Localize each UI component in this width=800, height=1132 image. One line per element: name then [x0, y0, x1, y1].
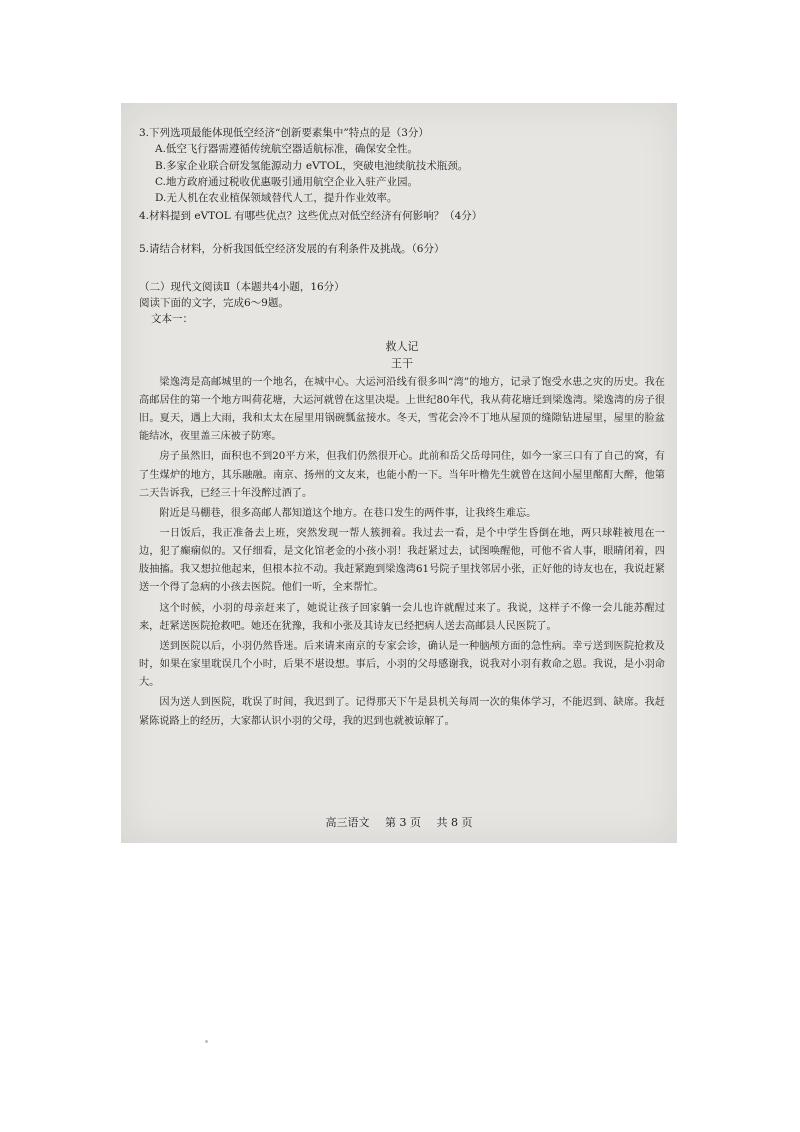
story-paragraph: 附近是马棚巷，很多高邮人都知道这个地方。在巷口发生的两件事，让我终生难忘。	[159, 507, 537, 519]
page-footer	[121, 814, 677, 830]
question-3-stem: 3.下列选项最能体现低空经济“创新要素集中”特点的是（3分）	[139, 127, 429, 139]
story-author: 王干	[391, 356, 413, 370]
footer-total-pages: 共 8 页	[436, 816, 473, 829]
text-one-label: 文本一：	[151, 313, 193, 326]
story-paragraph: 因为送人到医院，耽误了时间，我迟到了。记得那天下午是县机关每周一次的集体学习，不能迟到、缺席。我赶紧陈说路上的经历，大家都认识小羽的父母，我的迟到也就被谅解了。	[139, 697, 665, 727]
section-heading: （二）现代文阅读Ⅱ（本题共4小题，16分）	[139, 280, 345, 293]
story-paragraph: 送到医院以后，小羽仍然昏迷。后来请来南京的专家会诊，确认是一种脑颅方面的急性病。幸亏送到医院抢救及时，如果在家里耽误几个小时，后果不堪设想。事后，小羽的父母感谢我，说我对小羽有救命之恩。我说，是小羽命大。	[139, 640, 665, 689]
question-3-option-a: A.低空飞行器需遵循传统航空器适航标准，确保安全性。	[155, 143, 418, 156]
page-content	[139, 123, 665, 731]
scanned-page	[121, 103, 677, 843]
question-3-option-d: D.无人机在农业植保领域替代人工，提升作业效率。	[155, 192, 398, 205]
question-3-option-c: C.地方政府通过税收优惠吸引通用航空企业入驻产业园。	[155, 175, 418, 188]
footer-page-number: 第 3 页	[385, 816, 421, 829]
question-5: 5.请结合材料，分析我国低空经济发展的有利条件及挑战。（6分）	[139, 242, 445, 255]
question-3-option-b: B.多家企业联合研发氢能源动力 eVTOL，突破电池续航技术瓶颈。	[155, 159, 469, 172]
scan-speck	[205, 1040, 208, 1043]
reading-instruction: 阅读下面的文字，完成6～9题。	[139, 297, 289, 310]
footer-subject: 高三语文	[325, 816, 370, 829]
story-title: 救人记	[385, 339, 419, 353]
question-4: 4.材料提到 eVTOL 有哪些优点？这些优点对低空经济有何影响？（4分）	[139, 210, 483, 223]
story-paragraph: 一日饭后，我正准备去上班，突然发现一帮人簇拥着。我过去一看，是个中学生昏倒在地，两只球鞋被甩在一边，犯了癫痫似的。又仔细看，是文化馆老金的小孩小羽！我赶紧过去，试图唤醒他，可他不省人事，眼睛闭着，四肢抽搐。我又想拉他起来，但根本拉不动。我赶紧跑到梁逸湾61号院子里找邻居小张，正好他的诗友也在，我说赶紧送一个得了急病的小孩去医院。他们一听，全来帮忙。	[139, 528, 665, 594]
story-paragraph: 这个时候，小羽的母亲赶来了，她说让孩子回家躺一会儿也许就醒过来了。我说，这样子不像一会儿能苏醒过来，赶紧送医院抢救吧。她还在犹豫，我和小张及其诗友已经把病人送去高邮县人民医院了。	[139, 602, 665, 632]
story-paragraph: 房子虽然旧，面积也不到20平方米，但我们仍然很开心。此前和岳父岳母同住，如今一家三口有了自己的窝，有了生煤炉的地方，其乐融融。南京、扬州的文友来，也能小酌一下。当年叶橹先生就曾在这间小屋里酩酊大醉，他第二天告诉我，已经三十年没醉过酒了。	[139, 451, 665, 499]
story-paragraph: 梁逸湾是高邮城里的一个地名，在城中心。大运河沿线有很多叫“湾”的地方，记录了饱受水患之灾的历史。我在高邮居住的第一个地方叫荷花塘，大运河就曾在这里决堤。上世纪80年代，我从荷花塘迁到梁逸湾。梁逸湾的房子很旧。夏天，遇上大雨，我和太太在屋里用锅碗瓢盆接水。冬天，雪花会冷不丁地从屋顶的缝隙钻进屋里，屋里的脸盆能结冰，夜里盖三床被子防寒。	[139, 376, 665, 443]
